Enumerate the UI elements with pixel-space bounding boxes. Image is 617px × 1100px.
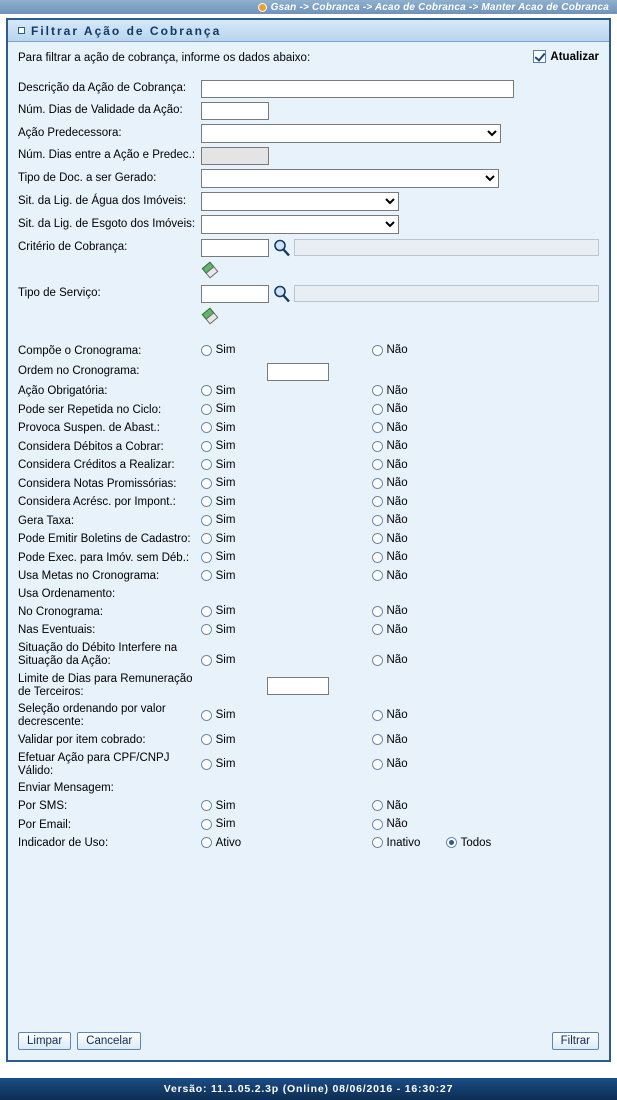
row-debitos-cobrar [18,438,599,457]
row-limite-dias [18,671,599,701]
criterio-cobranca-display [294,239,599,256]
radio-sim[interactable] [201,404,212,415]
row-validar-item-cobrado [18,732,599,751]
radio-sim-label: Sim [215,605,236,618]
row-acao-obrigatoria [18,383,599,402]
compoe-cronograma-label: Compõe o Cronograma: [18,344,142,357]
atualizar-label: Atualizar [550,50,599,63]
row-boletins-cadastro [18,531,599,550]
cancelar-button[interactable]: Cancelar [77,1032,141,1050]
radio-nao-label: Não [386,818,408,831]
intro-row [18,52,599,64]
spacer-row [18,328,599,342]
radio-sim[interactable] [201,496,212,507]
radio-sim[interactable] [201,441,212,452]
radio-sim-label: Sim [215,495,236,508]
debitos-cobrar-yes[interactable] [201,438,372,457]
limite-dias-label: Limite de Dias para Remuneração de Terceiros: [18,672,193,698]
panel-title [8,20,609,42]
row-criterio-cobranca-eraser [18,259,599,282]
row-sit-lig-agua [18,190,599,213]
acao-predecessora-label: Ação Predecessora: [18,126,122,139]
radio-sim-label: Sim [215,709,236,722]
radio-nao[interactable] [372,759,383,770]
breadcrumb [0,0,617,14]
nas-eventuais-no[interactable] [372,622,600,641]
notas-promissorias-label: Considera Notas Promissórias: [18,477,177,490]
criterio-cobranca-search-icon[interactable] [272,238,291,257]
dias-entre-input [201,147,269,165]
validar-item-cobrado-yes[interactable] [201,732,372,751]
row-por-sms [18,798,599,817]
radio-nao-label: Não [386,569,408,582]
radio-sim[interactable] [201,570,212,581]
intro-text: Para filtrar a ação de cobrança, informe os dados abaixo: [18,52,311,64]
criterio-cobranca-label: Critério de Cobrança: [18,240,128,253]
atualizar-checkbox[interactable] [533,50,546,63]
limite-dias-input[interactable] [267,677,329,695]
row-nas-eventuais [18,622,599,641]
acresc-impont-yes[interactable] [201,494,372,513]
creditos-realizar-yes[interactable] [201,457,372,476]
radio-nao-label: Não [386,514,408,526]
page-title: Filtrar Ação de Cobrança [31,23,222,38]
boletins-cadastro-no[interactable] [372,531,600,550]
row-creditos-realizar [18,457,599,476]
por-email-yes[interactable] [201,816,372,835]
tipo-servico-search-icon[interactable] [272,284,291,303]
radio-nao[interactable] [372,385,383,396]
nas-eventuais-yes[interactable] [201,622,372,641]
row-dias-entre [18,145,599,167]
descricao-input[interactable] [201,80,514,98]
cpf-cnpj-valido-label: Efetuar Ação para CPF/CNPJ Válido: [18,752,170,778]
radio-sim[interactable] [201,624,212,635]
radio-sim[interactable] [201,533,212,544]
descricao-label: Descrição da Ação de Cobrança: [18,82,187,95]
radio-nao-label: Não [386,384,408,397]
suspensao-abast-label: Provoca Suspen. de Abast.: [18,422,160,435]
boletins-cadastro-label: Pode Emitir Boletins de Cadastro: [18,533,191,546]
radio-nao[interactable] [372,570,383,581]
radio-sim[interactable] [201,800,212,811]
imovel-sem-debito-no[interactable] [372,549,600,568]
radio-nao-label: Não [386,477,408,489]
validar-item-cobrado-label: Validar por item cobrado: [18,734,146,747]
filter-panel [6,18,611,1062]
radio-nao-label: Não [386,344,408,356]
radio-sim-label: Sim [215,654,236,667]
compoe-cronograma-yes[interactable] [201,342,372,361]
row-acao-predecessora [18,122,599,145]
row-ordem-cronograma [18,361,599,383]
acao-obrigatoria-yes[interactable] [201,383,372,402]
indicador-uso-label: Indicador de Uso: [18,837,109,850]
cpf-cnpj-valido-yes[interactable] [201,750,372,780]
radio-todos[interactable] [446,837,457,848]
radio-sim-label: Sim [215,551,236,563]
por-email-no[interactable] [372,816,600,835]
radio-todos-label: Todos [460,836,492,849]
gera-taxa-no[interactable] [372,512,600,531]
radio-sim[interactable] [201,655,212,666]
indicador-uso-ativo[interactable] [201,835,372,854]
metas-cronograma-no[interactable] [372,568,600,587]
row-tipo-servico-eraser [18,305,599,328]
radio-sim-label: Sim [215,818,236,831]
radio-sim[interactable] [201,759,212,770]
row-acresc-impont [18,494,599,513]
radio-nao-label: Não [386,495,408,508]
radio-nao[interactable] [372,345,383,356]
gera-taxa-label: Gera Taxa: [18,514,75,527]
no-cronograma-label: No Cronograma: [18,605,104,618]
radio-sim-label: Sim [215,477,236,489]
por-sms-label: Por SMS: [18,800,68,813]
radio-nao-label: Não [386,532,408,545]
radio-ativo[interactable] [201,837,212,848]
sit-lig-esgoto-select[interactable] [201,215,399,234]
row-cpf-cnpj-valido [18,750,599,780]
tipo-servico-label: Tipo de Serviço: [18,286,101,299]
radio-sim-label: Sim [215,758,236,770]
acao-predecessora-select[interactable] [201,124,501,143]
row-dias-validade [18,100,599,122]
gera-taxa-yes[interactable] [201,512,372,531]
indicador-uso-inativo[interactable] [372,837,421,849]
row-usa-ordenamento-header [18,586,599,603]
tipo-doc-select[interactable] [201,169,499,188]
criterio-cobranca-eraser-icon[interactable] [201,261,220,280]
radio-sim[interactable] [201,710,212,721]
radio-nao-label: Não [386,709,408,722]
tipo-servico-eraser-icon[interactable] [201,307,220,326]
ordem-cronograma-label: Ordem no Cronograma: [18,364,140,377]
indicador-uso-group-b[interactable] [372,835,600,854]
suspensao-abast-no[interactable] [372,420,600,439]
radio-nao-label: Não [386,421,408,434]
suspensao-abast-yes[interactable] [201,420,372,439]
panel-body [8,42,609,1060]
tipo-servico-display [294,285,599,302]
limpar-button[interactable]: Limpar [18,1032,71,1050]
debitos-cobrar-label: Considera Débitos a Cobrar: [18,440,164,453]
ordem-cronograma-input[interactable] [267,363,329,381]
selecao-decrescente-yes[interactable] [201,701,372,731]
radio-nao[interactable] [372,624,383,635]
dias-validade-label: Núm. Dias de Validade da Ação: [18,104,183,117]
radio-sim[interactable] [201,459,212,470]
radio-sim-label: Sim [215,440,236,452]
radio-nao[interactable] [372,734,383,745]
por-email-label: Por Email: [18,818,72,831]
radio-sim-label: Sim [215,733,236,746]
radio-nao[interactable] [372,441,383,452]
nas-eventuais-label: Nas Eventuais: [18,624,96,637]
radio-sim-label: Sim [215,344,236,356]
row-situacao-debito [18,640,599,670]
radio-sim-label: Sim [215,569,236,582]
acao-obrigatoria-no[interactable] [372,383,600,402]
radio-nao[interactable] [372,655,383,666]
indicador-uso-todos[interactable] [446,837,492,849]
cpf-cnpj-valido-no[interactable] [372,750,600,780]
radio-nao[interactable] [372,404,383,415]
radio-nao-label: Não [386,605,408,618]
row-criterio-cobranca [18,236,599,259]
radio-sim[interactable] [201,345,212,356]
radio-sim[interactable] [201,819,212,830]
radio-sim-label: Sim [215,514,236,526]
metas-cronograma-label: Usa Metas no Cronograma: [18,570,160,583]
breadcrumb-text: Gsan -> Cobranca -> Acao de Cobranca -> Manter Acao de Cobranca [270,1,609,13]
no-cronograma-yes[interactable] [201,603,372,622]
debitos-cobrar-no[interactable] [372,438,600,457]
tipo-doc-label: Tipo de Doc. a ser Gerado: [18,171,157,184]
version-bar [0,1078,617,1100]
radio-sim[interactable] [201,385,212,396]
radio-nao[interactable] [372,459,383,470]
row-tipo-doc [18,167,599,190]
radio-sim[interactable] [201,734,212,745]
globe-icon [258,3,267,12]
radio-sim[interactable] [201,478,212,489]
acresc-impont-no[interactable] [372,494,600,513]
row-enviar-mensagem-header [18,780,599,797]
row-gera-taxa [18,512,599,531]
creditos-realizar-no[interactable] [372,457,600,476]
row-repetida-ciclo [18,401,599,420]
radio-sim-label: Sim [215,458,236,471]
radio-sim-label: Sim [215,799,236,812]
metas-cronograma-yes[interactable] [201,568,372,587]
compoe-cronograma-no[interactable] [372,342,600,361]
radio-nao-label: Não [386,799,408,812]
radio-nao-label: Não [386,403,408,415]
button-bar [18,1032,599,1050]
radio-sim[interactable] [201,606,212,617]
row-suspensao-abast [18,420,599,439]
acresc-impont-label: Considera Acrésc. por Impont.: [18,496,176,509]
row-sit-lig-esgoto [18,213,599,236]
radio-nao[interactable] [372,496,383,507]
radio-nao[interactable] [372,710,383,721]
atualizar-checkbox-group[interactable] [533,50,599,63]
imovel-sem-debito-yes[interactable] [201,549,372,568]
row-selecao-decrescente [18,701,599,731]
radio-sim-label: Sim [215,623,236,636]
criterio-cobranca-input[interactable] [201,239,269,257]
radio-nao[interactable] [372,515,383,526]
enviar-mensagem-label: Enviar Mensagem: [18,782,114,795]
filtrar-button[interactable]: Filtrar [552,1032,599,1050]
notas-promissorias-yes[interactable] [201,475,372,494]
row-descricao [18,78,599,100]
radio-nao-label: Não [386,623,408,636]
radio-nao-label: Não [386,733,408,746]
repetida-ciclo-no[interactable] [372,401,600,420]
notas-promissorias-no[interactable] [372,475,600,494]
radio-nao[interactable] [372,478,383,489]
row-por-email [18,816,599,835]
radio-nao[interactable] [372,606,383,617]
radio-nao[interactable] [372,422,383,433]
selecao-decrescente-no[interactable] [372,701,600,731]
radio-sim[interactable] [201,422,212,433]
situacao-debito-no[interactable] [372,640,600,670]
radio-sim-label: Sim [215,532,236,545]
radio-nao[interactable] [372,552,383,563]
radio-sim[interactable] [201,515,212,526]
radio-nao-label: Não [386,458,408,471]
row-indicador-uso [18,835,599,854]
radio-nao[interactable] [372,819,383,830]
imovel-sem-debito-label: Pode Exec. para Imóv. sem Déb.: [18,551,190,564]
radio-nao-label: Não [386,440,408,452]
repetida-ciclo-label: Pode ser Repetida no Ciclo: [18,403,162,416]
no-cronograma-no[interactable] [372,603,600,622]
radio-nao-label: Não [386,758,408,770]
row-imovel-sem-debito [18,549,599,568]
selecao-decrescente-label: Seleção ordenando por valor decrescente: [18,703,166,729]
validar-item-cobrado-no[interactable] [372,732,600,751]
repetida-ciclo-yes[interactable] [201,401,372,420]
row-no-cronograma [18,603,599,622]
row-compoe-cronograma [18,342,599,361]
radio-nao-label: Não [386,551,408,563]
radio-inativo-label: Inativo [386,836,421,849]
usa-ordenamento-label: Usa Ordenamento: [18,588,116,600]
radio-nao[interactable] [372,800,383,811]
row-tipo-servico [18,282,599,305]
radio-ativo-label: Ativo [215,836,242,849]
creditos-realizar-label: Considera Créditos a Realizar: [18,459,175,472]
sit-lig-esgoto-label: Sit. da Lig. de Esgoto dos Imóveis: [18,217,196,230]
row-metas-cronograma [18,568,599,587]
radio-sim-label: Sim [215,421,236,434]
sit-lig-agua-label: Sit. da Lig. de Água dos Imóveis: [18,194,187,207]
radio-inativo[interactable] [372,837,383,848]
panel-marker-icon [18,27,25,34]
version-text: Versão: 11.1.05.2.3p (Online) 08/06/2016 - 16:30:27 [163,1083,454,1095]
situacao-debito-label: Situação do Débito Interfere na Situação da Ação: [18,642,178,668]
tipo-servico-input[interactable] [201,285,269,303]
acao-obrigatoria-label: Ação Obrigatória: [18,385,108,398]
row-notas-promissorias [18,475,599,494]
radio-sim[interactable] [201,552,212,563]
situacao-debito-yes[interactable] [201,640,372,670]
radio-sim-label: Sim [215,403,236,415]
dias-validade-input[interactable] [201,102,269,120]
radio-nao-label: Não [386,654,408,667]
sit-lig-agua-select[interactable] [201,192,399,211]
por-sms-no[interactable] [372,798,600,817]
dias-entre-label: Núm. Dias entre a Ação e Predec.: [18,149,196,162]
radio-nao[interactable] [372,533,383,544]
por-sms-yes[interactable] [201,798,372,817]
filter-form [18,78,599,853]
boletins-cadastro-yes[interactable] [201,531,372,550]
radio-sim-label: Sim [215,384,236,397]
